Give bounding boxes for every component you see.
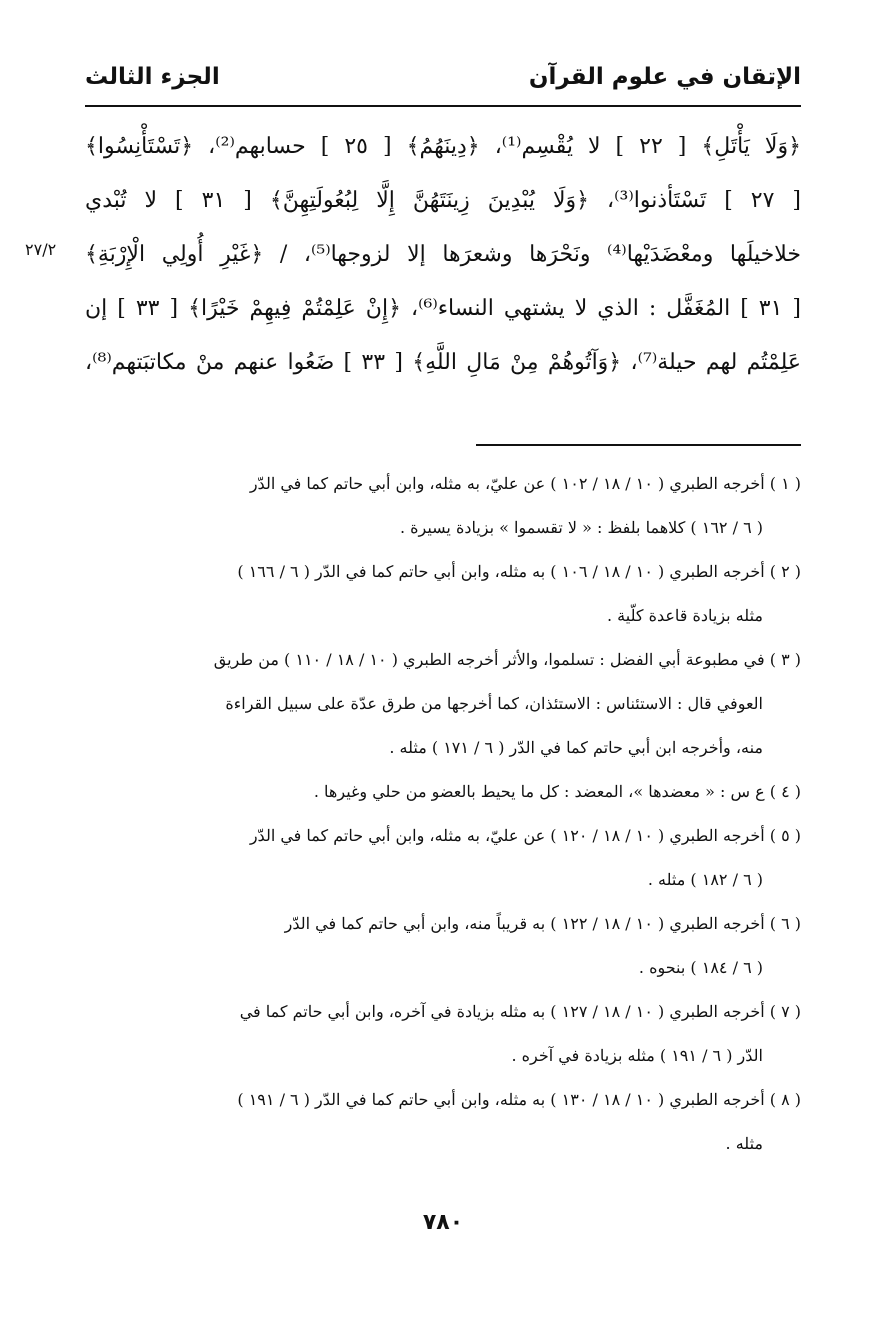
footnote-line: مثله بزيادة قاعدة كلّية . — [607, 606, 763, 625]
margin-reference: ٢٧/٢ — [25, 240, 57, 259]
text-line: خلاخيلَها ومعْضَدَيْها⁽⁴⁾ ونَحْرَها وشعرَها إلا لزوجها⁽⁵⁾، / ﴿غَيْرِ أُولِي الْإِرْبَةِ﴾ — [85, 242, 801, 267]
footnote-separator — [476, 444, 801, 446]
footnote-line: الدّر ( ٦ / ١٩١ ) مثله بزيادة في آخره . — [511, 1046, 763, 1065]
footnote-line: العوفي قال : الاستئناس : الاستئذان، كما أخرجها من طرق عدّة على سبيل القراءة — [225, 694, 763, 713]
footnote-line: مثله . — [725, 1134, 763, 1153]
page-number: ٧٨٠ — [422, 1210, 464, 1235]
footnote-line: منه، وأخرجه ابن أبي حاتم كما في الدّر ( ٦ / ١٧١ ) مثله . — [389, 738, 763, 757]
footnote — [85, 902, 801, 990]
footnote-line: ( ٦ / ١٦٢ ) كلاهما بلفظ : « لا تقسموا » بزيادة يسيرة . — [399, 518, 763, 537]
text-line: [ ٢٧ ] تَسْتَأذنوا⁽³⁾، ﴿وَلَا يُبْدِينَ زِينَتَهُنَّ إِلَّا لِبُعُولَتِهِنَّ﴾ [ ٣١ ] لا تُبْدي — [85, 188, 801, 213]
footnote-line: ( ١ ) أخرجه الطبري ( ١٠ / ١٨ / ١٠٢ ) عن عليّ، به مثله، وابن أبي حاتم كما في الدّر — [249, 474, 801, 493]
text-line: عَلِمْتُم لهم حيلة⁽⁷⁾، ﴿وَآتُوهُمْ مِنْ مَالِ اللَّهِ﴾ [ ٣٣ ] ضَعُوا عنهم منْ مكاتبَتهم⁽⁸⁾، — [85, 350, 801, 375]
header-rule — [85, 105, 801, 107]
footnote-line: ( ٦ / ١٨٢ ) مثله . — [647, 870, 763, 889]
footnote-line: ( ٤ ) ع س : « معضدها »، المعضد : كل ما يحيط بالعضو من حلي وغيرها . — [313, 782, 801, 801]
footnote — [85, 990, 801, 1078]
running-header — [85, 55, 801, 99]
footnote-line: ( ٦ / ١٨٤ ) بنحوه . — [638, 958, 763, 977]
part-label: الجزء الثالث — [85, 64, 220, 90]
footnote — [85, 550, 801, 638]
footnote — [85, 638, 801, 770]
main-text — [85, 120, 801, 390]
footnote — [85, 770, 801, 814]
footnotes — [85, 462, 801, 1166]
footnote-line: ( ٣ ) في مطبوعة أبي الفضل : تسلموا، والأثر أخرجه الطبري ( ١٠ / ١٨ / ١١٠ ) من طريق — [213, 650, 801, 669]
footnote-line: ( ٥ ) أخرجه الطبري ( ١٠ / ١٨ / ١٢٠ ) عن عليّ، به مثله، وابن أبي حاتم كما في الدّر — [249, 826, 801, 845]
text-line: ﴿وَلَا يَأْتَلِ﴾ [ ٢٢ ] لا يُقْسِم⁽¹⁾، ﴿دِينَهُمُ﴾ [ ٢٥ ] حسابهم⁽²⁾، ﴿تَسْتَأْنِسُوا﴾ — [85, 134, 801, 159]
footnote — [85, 1078, 801, 1166]
text-line: [ ٣١ ] المُغَفَّل : الذي لا يشتهي النساء⁽⁶⁾، ﴿إِنْ عَلِمْتُمْ فِيهِمْ خَيْرًا﴾ [ ٣٣ ] إن — [85, 296, 801, 321]
footnote-line: ( ٧ ) أخرجه الطبري ( ١٠ / ١٨ / ١٢٧ ) به مثله بزيادة في آخره، وابن أبي حاتم كما في — [239, 1002, 801, 1021]
footnote-line: ( ٢ ) أخرجه الطبري ( ١٠ / ١٨ / ١٠٦ ) به مثله، وابن أبي حاتم كما في الدّر ( ٦ / ١٦٦ ) — [237, 562, 801, 581]
footnote-line: ( ٦ ) أخرجه الطبري ( ١٠ / ١٨ / ١٢٢ ) به قريباً منه، وابن أبي حاتم كما في الدّر — [284, 914, 801, 933]
footnote — [85, 814, 801, 902]
footnote — [85, 462, 801, 550]
book-title: الإتقان في علوم القرآن — [528, 64, 801, 90]
footnote-line: ( ٨ ) أخرجه الطبري ( ١٠ / ١٨ / ١٣٠ ) به مثله، وابن أبي حاتم كما في الدّر ( ٦ / ١٩١ ) — [237, 1090, 801, 1109]
